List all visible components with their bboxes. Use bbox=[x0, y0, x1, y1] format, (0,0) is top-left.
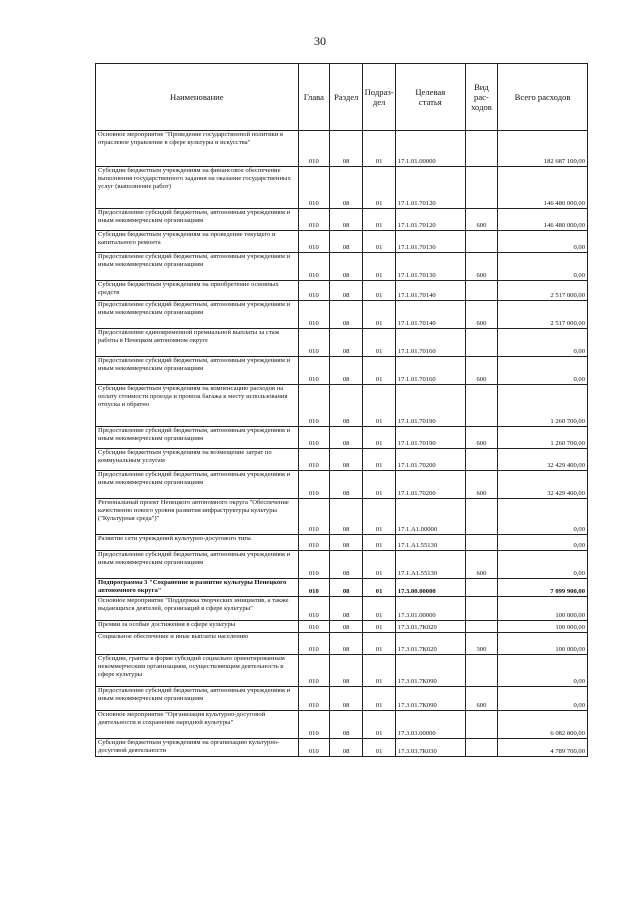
cell-glava: 010 bbox=[298, 499, 329, 535]
cell-glava: 010 bbox=[298, 551, 329, 579]
table-row bbox=[96, 329, 588, 357]
cell-total: 4 789 700,00 bbox=[498, 739, 588, 757]
cell-glava: 010 bbox=[298, 281, 329, 301]
cell-target: 17.1.01.70160 bbox=[395, 329, 465, 357]
cell-razdel: 08 bbox=[329, 357, 362, 385]
table-row bbox=[96, 535, 588, 551]
cell-total: 2 517 000,00 bbox=[498, 301, 588, 329]
cell-name: Региональный проект Ненецкого автономного округа "Обеспечение качественно нового уровня развития инфраструктуры культуры ("Культурная среда")" bbox=[96, 499, 299, 535]
table-row bbox=[96, 167, 588, 209]
cell-razdel: 08 bbox=[329, 449, 362, 471]
cell-name: Предоставление субсидий бюджетным, автономным учреждениям и иным некоммерческим организациям bbox=[96, 551, 299, 579]
cell-podrazdel: 01 bbox=[363, 739, 395, 757]
cell-total: 0,00 bbox=[498, 357, 588, 385]
cell-podrazdel: 01 bbox=[363, 167, 395, 209]
cell-total: 0,00 bbox=[498, 535, 588, 551]
cell-target: 17.1.01.70190 bbox=[395, 427, 465, 449]
table-row bbox=[96, 449, 588, 471]
cell-target: 17.1.01.70120 bbox=[395, 167, 465, 209]
cell-podrazdel: 01 bbox=[363, 711, 395, 739]
cell-glava: 010 bbox=[298, 253, 329, 281]
cell-podrazdel: 01 bbox=[363, 281, 395, 301]
cell-target: 17.1.01.70200 bbox=[395, 449, 465, 471]
cell-glava: 010 bbox=[298, 579, 329, 597]
cell-vid bbox=[465, 597, 497, 621]
cell-total: 0,00 bbox=[498, 499, 588, 535]
cell-podrazdel: 01 bbox=[363, 357, 395, 385]
cell-name: Субсидии бюджетным учреждениям на проведение текущего и капитального ремонта bbox=[96, 231, 299, 253]
table-row bbox=[96, 499, 588, 535]
cell-target: 17.3.03.7К030 bbox=[395, 739, 465, 757]
cell-glava: 010 bbox=[298, 385, 329, 427]
cell-vid bbox=[465, 535, 497, 551]
cell-vid bbox=[465, 231, 497, 253]
header-name: Наименование bbox=[96, 64, 299, 131]
cell-target: 17.1.A1.55130 bbox=[395, 551, 465, 579]
cell-target: 17.1.01.00000 bbox=[395, 131, 465, 167]
cell-razdel: 08 bbox=[329, 633, 362, 655]
cell-glava: 010 bbox=[298, 655, 329, 687]
cell-name: Предоставление субсидий бюджетным, автономным учреждениям и иным некоммерческим организациям bbox=[96, 301, 299, 329]
cell-podrazdel: 01 bbox=[363, 209, 395, 231]
header-target: Целевая статья bbox=[395, 64, 465, 131]
cell-total: 6 082 800,00 bbox=[498, 711, 588, 739]
cell-vid bbox=[465, 579, 497, 597]
cell-name: Предоставление единовременной премиальной выплаты за стаж работы в Ненецком автономном округе bbox=[96, 329, 299, 357]
cell-podrazdel: 01 bbox=[363, 579, 395, 597]
cell-total: 1 260 700,00 bbox=[498, 385, 588, 427]
cell-target: 17.1.01.70190 bbox=[395, 385, 465, 427]
cell-total: 32 429 400,00 bbox=[498, 449, 588, 471]
cell-podrazdel: 01 bbox=[363, 301, 395, 329]
cell-glava: 010 bbox=[298, 231, 329, 253]
budget-table bbox=[95, 63, 588, 757]
table-row bbox=[96, 655, 588, 687]
cell-total: 100 000,00 bbox=[498, 633, 588, 655]
cell-vid bbox=[465, 449, 497, 471]
cell-razdel: 08 bbox=[329, 385, 362, 427]
cell-total: 0,00 bbox=[498, 551, 588, 579]
cell-razdel: 08 bbox=[329, 711, 362, 739]
cell-name: Основное мероприятие "Поддержка творческих инициатив, а также выдающихся деятелей, организаций в сфере культуры" bbox=[96, 597, 299, 621]
cell-razdel: 08 bbox=[329, 535, 362, 551]
cell-name: Предоставление субсидий бюджетным, автономным учреждениям и иным некоммерческим организациям bbox=[96, 687, 299, 711]
table-row bbox=[96, 427, 588, 449]
cell-vid: 300 bbox=[465, 633, 497, 655]
cell-total: 32 429 400,00 bbox=[498, 471, 588, 499]
cell-razdel: 08 bbox=[329, 597, 362, 621]
cell-podrazdel: 01 bbox=[363, 687, 395, 711]
cell-glava: 010 bbox=[298, 597, 329, 621]
cell-total: 182 687 100,00 bbox=[498, 131, 588, 167]
cell-name: Развитие сети учреждений культурно-досугового типа bbox=[96, 535, 299, 551]
cell-vid bbox=[465, 385, 497, 427]
cell-total: 100 000,00 bbox=[498, 621, 588, 633]
cell-razdel: 08 bbox=[329, 167, 362, 209]
cell-razdel: 08 bbox=[329, 655, 362, 687]
cell-total: 0,00 bbox=[498, 329, 588, 357]
cell-target: 17.1.01.70120 bbox=[395, 209, 465, 231]
table-row bbox=[96, 633, 588, 655]
cell-target: 17.1.01.70160 bbox=[395, 357, 465, 385]
table-row bbox=[96, 739, 588, 757]
cell-target: 17.1.01.70130 bbox=[395, 253, 465, 281]
cell-razdel: 08 bbox=[329, 131, 362, 167]
cell-razdel: 08 bbox=[329, 579, 362, 597]
cell-razdel: 08 bbox=[329, 427, 362, 449]
cell-podrazdel: 01 bbox=[363, 499, 395, 535]
table-row bbox=[96, 551, 588, 579]
cell-glava: 010 bbox=[298, 131, 329, 167]
cell-podrazdel: 01 bbox=[363, 597, 395, 621]
cell-podrazdel: 01 bbox=[363, 253, 395, 281]
cell-name: Субсидии бюджетным учреждениям на возмещение затрат по коммунальным услугам bbox=[96, 449, 299, 471]
cell-total: 7 099 900,00 bbox=[498, 579, 588, 597]
table-row bbox=[96, 471, 588, 499]
cell-podrazdel: 01 bbox=[363, 471, 395, 499]
cell-vid: 600 bbox=[465, 471, 497, 499]
table-row bbox=[96, 711, 588, 739]
cell-vid bbox=[465, 281, 497, 301]
cell-vid bbox=[465, 655, 497, 687]
cell-target: 17.3.03.00000 bbox=[395, 711, 465, 739]
cell-podrazdel: 01 bbox=[363, 621, 395, 633]
cell-name: Предоставление субсидий бюджетным, автономным учреждениям и иным некоммерческим организациям bbox=[96, 209, 299, 231]
cell-glava: 010 bbox=[298, 739, 329, 757]
cell-glava: 010 bbox=[298, 535, 329, 551]
cell-target: 17.3.01.00000 bbox=[395, 597, 465, 621]
cell-podrazdel: 01 bbox=[363, 551, 395, 579]
page-number: 30 bbox=[314, 34, 326, 48]
cell-name: Субсидии бюджетным учреждениям на приобретение основных средств bbox=[96, 281, 299, 301]
cell-total: 0,00 bbox=[498, 687, 588, 711]
header-razdel: Раздел bbox=[329, 64, 362, 131]
cell-glava: 010 bbox=[298, 329, 329, 357]
table-row bbox=[96, 621, 588, 633]
cell-vid bbox=[465, 621, 497, 633]
cell-name: Предоставление субсидий бюджетным, автономным учреждениям и иным некоммерческим организациям bbox=[96, 427, 299, 449]
cell-target: 17.3.01.7К090 bbox=[395, 655, 465, 687]
cell-podrazdel: 01 bbox=[363, 535, 395, 551]
cell-podrazdel: 01 bbox=[363, 231, 395, 253]
cell-target: 17.3.01.7К020 bbox=[395, 621, 465, 633]
table-row bbox=[96, 301, 588, 329]
cell-glava: 010 bbox=[298, 209, 329, 231]
cell-vid bbox=[465, 739, 497, 757]
cell-name: Субсидии бюджетным учреждениям на компенсацию расходов на оплату стоимости проезда и провоза багажа к месту использования отпуска и обратно bbox=[96, 385, 299, 427]
cell-target: 17.3.00.00000 bbox=[395, 579, 465, 597]
cell-glava: 010 bbox=[298, 471, 329, 499]
cell-target: 17.1.A1.55130 bbox=[395, 535, 465, 551]
cell-razdel: 08 bbox=[329, 231, 362, 253]
cell-name: Предоставление субсидий бюджетным, автономным учреждениям и иным некоммерческим организациям bbox=[96, 357, 299, 385]
cell-podrazdel: 01 bbox=[363, 385, 395, 427]
cell-vid: 600 bbox=[465, 427, 497, 449]
header-total: Всего расходов bbox=[498, 64, 588, 131]
table-row bbox=[96, 253, 588, 281]
cell-vid: 600 bbox=[465, 301, 497, 329]
table-row bbox=[96, 687, 588, 711]
table-row bbox=[96, 357, 588, 385]
header-glava: Глава bbox=[298, 64, 329, 131]
cell-name: Предоставление субсидий бюджетным, автономным учреждениям и иным некоммерческим организациям bbox=[96, 253, 299, 281]
cell-vid: 600 bbox=[465, 551, 497, 579]
cell-podrazdel: 01 bbox=[363, 655, 395, 687]
cell-razdel: 08 bbox=[329, 329, 362, 357]
cell-glava: 010 bbox=[298, 167, 329, 209]
cell-vid: 600 bbox=[465, 253, 497, 281]
cell-podrazdel: 01 bbox=[363, 633, 395, 655]
cell-vid bbox=[465, 167, 497, 209]
cell-vid bbox=[465, 329, 497, 357]
cell-total: 0,00 bbox=[498, 655, 588, 687]
cell-glava: 010 bbox=[298, 427, 329, 449]
cell-name: Основное мероприятие "Проведение государственной политики в отраслевое управление в сфере культуры и искусства" bbox=[96, 131, 299, 167]
cell-name: Субсидии бюджетным учреждениям на организацию культурно-досуговой деятельности bbox=[96, 739, 299, 757]
cell-vid: 600 bbox=[465, 209, 497, 231]
cell-name: Основное мероприятие "Организация культурно-досуговой деятельности и сохранение народной культуры" bbox=[96, 711, 299, 739]
header-podrazdel: Подраз- дел bbox=[363, 64, 395, 131]
cell-total: 146 480 000,00 bbox=[498, 209, 588, 231]
cell-razdel: 08 bbox=[329, 499, 362, 535]
cell-glava: 010 bbox=[298, 711, 329, 739]
table-header-row bbox=[96, 64, 588, 131]
cell-target: 17.1.01.70140 bbox=[395, 301, 465, 329]
cell-glava: 010 bbox=[298, 357, 329, 385]
cell-podrazdel: 01 bbox=[363, 329, 395, 357]
cell-podrazdel: 01 bbox=[363, 449, 395, 471]
cell-razdel: 08 bbox=[329, 551, 362, 579]
cell-glava: 010 bbox=[298, 621, 329, 633]
cell-target: 17.3.01.7К020 bbox=[395, 633, 465, 655]
cell-glava: 010 bbox=[298, 301, 329, 329]
cell-name: Субсидии, гранты в форме субсидий социально ориентированным некоммерческим организациям, осуществляющим деятельность в сфере культуры bbox=[96, 655, 299, 687]
table-row bbox=[96, 281, 588, 301]
cell-target: 17.1.01.70130 bbox=[395, 231, 465, 253]
cell-razdel: 08 bbox=[329, 281, 362, 301]
cell-name: Субсидии бюджетным учреждениям на финансовое обеспечение выполнения государственного задания на оказание государственных услуг (выполнение работ) bbox=[96, 167, 299, 209]
cell-glava: 010 bbox=[298, 633, 329, 655]
cell-total: 0,00 bbox=[498, 231, 588, 253]
cell-target: 17.1.A1.00000 bbox=[395, 499, 465, 535]
cell-razdel: 08 bbox=[329, 739, 362, 757]
cell-name: Подпрограмма 3 "Сохранение и развитие культуры Ненецкого автономного округа" bbox=[96, 579, 299, 597]
cell-name: Премии за особые достижения в сфере культуры bbox=[96, 621, 299, 633]
cell-total: 100 000,00 bbox=[498, 597, 588, 621]
cell-razdel: 08 bbox=[329, 471, 362, 499]
cell-vid: 600 bbox=[465, 687, 497, 711]
table-row bbox=[96, 231, 588, 253]
cell-glava: 010 bbox=[298, 449, 329, 471]
cell-total: 146 480 000,00 bbox=[498, 167, 588, 209]
table-row bbox=[96, 597, 588, 621]
table-row bbox=[96, 579, 588, 597]
cell-vid: 600 bbox=[465, 357, 497, 385]
cell-target: 17.3.01.7К090 bbox=[395, 687, 465, 711]
cell-vid bbox=[465, 499, 497, 535]
cell-glava: 010 bbox=[298, 687, 329, 711]
table-row bbox=[96, 131, 588, 167]
table-row bbox=[96, 385, 588, 427]
cell-total: 1 260 700,00 bbox=[498, 427, 588, 449]
cell-razdel: 08 bbox=[329, 209, 362, 231]
cell-razdel: 08 bbox=[329, 687, 362, 711]
cell-podrazdel: 01 bbox=[363, 427, 395, 449]
cell-vid bbox=[465, 131, 497, 167]
cell-name: Социальное обеспечение и иные выплаты населению bbox=[96, 633, 299, 655]
cell-total: 0,00 bbox=[498, 253, 588, 281]
cell-razdel: 08 bbox=[329, 621, 362, 633]
cell-vid bbox=[465, 711, 497, 739]
cell-razdel: 08 bbox=[329, 253, 362, 281]
cell-podrazdel: 01 bbox=[363, 131, 395, 167]
cell-razdel: 08 bbox=[329, 301, 362, 329]
table-row bbox=[96, 209, 588, 231]
cell-target: 17.1.01.70140 bbox=[395, 281, 465, 301]
cell-total: 2 517 000,00 bbox=[498, 281, 588, 301]
cell-name: Предоставление субсидий бюджетным, автономным учреждениям и иным некоммерческим организациям bbox=[96, 471, 299, 499]
header-vid: Вид рас- ходов bbox=[465, 64, 497, 131]
cell-target: 17.1.01.70200 bbox=[395, 471, 465, 499]
